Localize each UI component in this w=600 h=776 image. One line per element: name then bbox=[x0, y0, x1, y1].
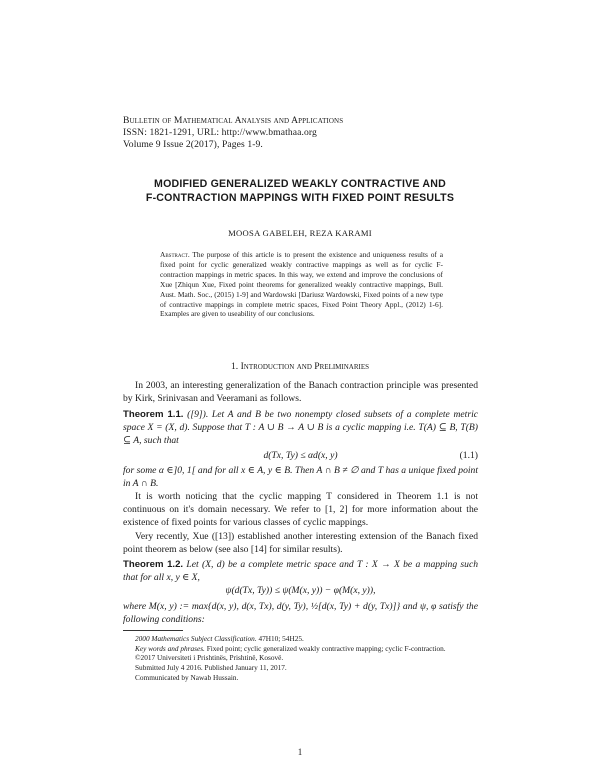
paragraph-2: It is worth noticing that the cyclic mapping T considered in Theorem 1.1 is not continuous on it's domain necessary. We refer to [1, 2] for more information about the existence of fixed points for various classes of cyclic mappings. bbox=[123, 491, 478, 528]
keywords-text: Fixed point; cyclic generalized weakly contractive mapping; cyclic F-contraction. bbox=[206, 643, 446, 653]
theorem-1-2-conditions: where M(x, y) := max{d(x, y), d(x, Tx), d(y, Ty), ½[d(x, Ty) + d(y, Tx)]} and ψ, φ satisfy the following conditions: bbox=[123, 601, 478, 625]
theorem-1-2 bbox=[123, 558, 478, 584]
paper-title bbox=[80, 177, 520, 205]
footnote-keywords bbox=[123, 644, 478, 654]
section-heading: 1. Introduction and Preliminaries bbox=[230, 361, 370, 372]
equation-1-1-number: (1.1) bbox=[459, 450, 478, 461]
abstract bbox=[160, 250, 443, 319]
footnote-copyright: ©2017 Universiteti i Prishtinës, Prishtinë, Kosovë. bbox=[135, 653, 284, 663]
theorem-1-1-conclusion: for some α ∈]0, 1[ and for all x ∈ A, y ∈ B. Then A ∩ B ≠ ∅ and T has a unique fixed point in A ∩ B. bbox=[123, 465, 478, 489]
theorem-1-1 bbox=[123, 408, 478, 447]
volume-line: Volume 9 Issue 2(2017), Pages 1-9. bbox=[123, 139, 263, 150]
theorem-1-2-label: Theorem 1.2. bbox=[123, 559, 184, 570]
title-line-1: MODIFIED GENERALIZED WEAKLY CONTRACTIVE AND bbox=[154, 178, 446, 190]
authors: MOOSA GABELEH, REZA KARAMI bbox=[228, 228, 372, 238]
footnotes bbox=[123, 634, 478, 683]
paragraph-3: Very recently, Xue ([13]) established another interesting extension of the Banach fixed point theorem as below (see also [14] for similar results). bbox=[123, 531, 478, 555]
msc-label: 2000 Mathematics Subject Classification. bbox=[135, 634, 257, 643]
msc-codes: 47H10; 54H25. bbox=[258, 634, 304, 643]
theorem-1-2-text: Let (X, d) be a complete metric space and T : X → X be a mapping such that for all x, y ∈ X, bbox=[123, 559, 479, 583]
equation-1-2-body: ψ(d(Tx, Ty)) ≤ ψ(M(x, y)) − φ(M(x, y)), bbox=[225, 585, 376, 596]
equation-1-2 bbox=[123, 585, 478, 596]
page-number: 1 bbox=[297, 747, 303, 757]
theorem-1-1-label: Theorem 1.1. bbox=[123, 409, 184, 420]
equation-1-1-body: d(Tx, Ty) ≤ αd(x, y) bbox=[263, 450, 338, 461]
footnote-rule bbox=[123, 630, 183, 631]
journal-name: Bulletin of Mathematical Analysis and Applications bbox=[123, 115, 344, 126]
abstract-text: The purpose of this article is to present the existence and uniqueness results of a fixed point for cyclic generalized weakly contractive mappings as well as for cyclic F-contraction mappings in metric spaces. In this way, we extend and improve the conclusions of Xue [Zhiqun Xue, Fixed point theorems for generalized weakly contractive mappings, Bull. Aust. Math. Soc., (2015) 1-9] and Wardowski [Dariusz Wardowski, Fixed points of a new type of contractive mappings in complete metric spaces, Fixed Point Theory Appl., (2012) 1-6]. Examples are given to useability of our conclusions. bbox=[160, 250, 444, 319]
issn-line: ISSN: 1821-1291, URL: http://www.bmathaa.org bbox=[123, 127, 317, 138]
footnote-msc bbox=[123, 634, 478, 644]
theorem-1-1-text: ([9]). Let A and B be two nonempty closed subsets of a complete metric space X = (X, d). Suppose that T : A ∪ B → A ∪ B is a cyclic mapping i.e. T(A) ⊆ B, T(B) ⊆ A, such that bbox=[123, 409, 479, 446]
title-line-2: F-CONTRACTION MAPPINGS WITH FIXED POINT RESULTS bbox=[145, 192, 455, 204]
intro-paragraph: In 2003, an interesting generalization of the Banach contraction principle was presented by Kirk, Srinivasan and Veeramani as follows. bbox=[123, 380, 478, 404]
abstract-label: Abstract. bbox=[160, 250, 190, 259]
equation-1-1 bbox=[123, 450, 478, 461]
footnote-submitted: Submitted July 4 2016. Published January 11, 2017. bbox=[135, 663, 287, 673]
footnote-communicated: Communicated by Nawab Hussain. bbox=[135, 672, 239, 682]
keywords-label: Key words and phrases. bbox=[135, 643, 205, 653]
